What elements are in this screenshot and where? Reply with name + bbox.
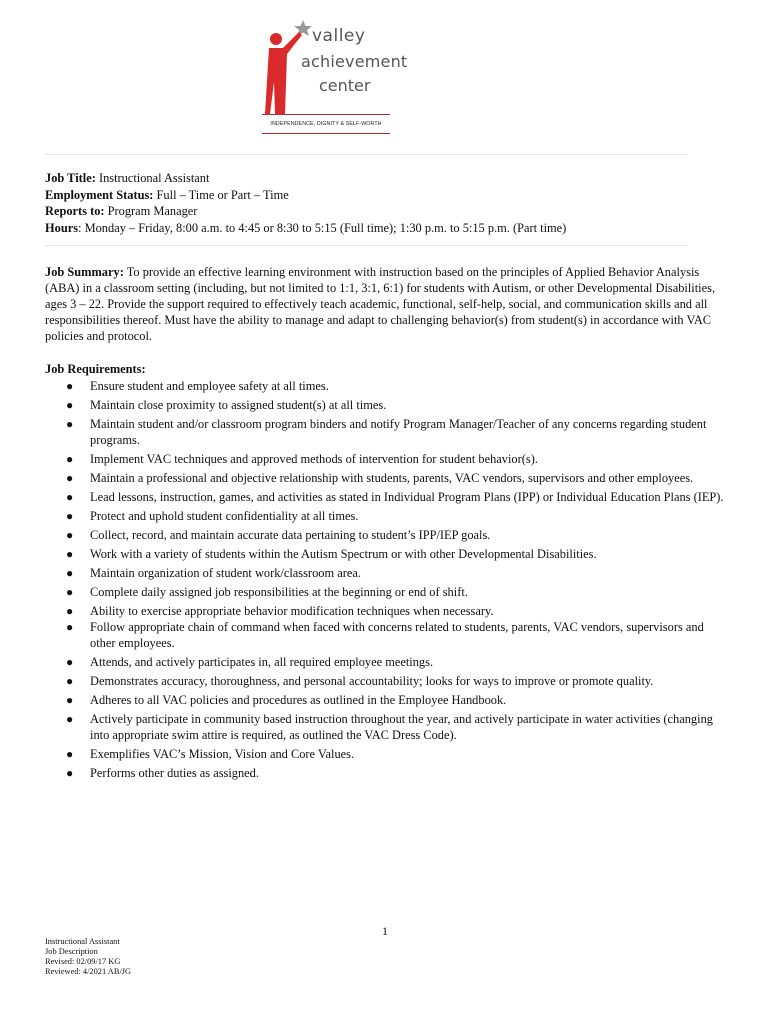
job-summary (45, 264, 720, 344)
bullet-icon: ● (66, 490, 74, 504)
list-item (0, 584, 730, 600)
reports-to-line (45, 203, 705, 220)
bullet-icon: ● (66, 547, 74, 561)
footer-line-reviewed: Reviewed: 4/2021 AB/JG (45, 967, 132, 976)
requirement-text: Exemplifies VAC’s Mission, Vision and Core Values. (90, 747, 355, 761)
list-item (0, 746, 730, 762)
bullet-icon: ● (66, 379, 74, 393)
bullet-icon: ● (66, 747, 74, 761)
list-item (0, 508, 730, 524)
job-summary-text: To provide an effective learning environment with instruction based on the principles of Applied Behavior Analysis (ABA) in a classroom setting (including, but not limited to 1:1, 3:1, 6:1) for students with Autism, or other Developmental Disabilities, ages 3 – 22. Provide the support required to effectively teach academic, functional, self-help, social, and communication skills and all responsibilities thereof. Must have the ability to manage and adapt to challenging behavior(s) from student(s) in accordance with VAC policies and protocol. (45, 265, 716, 343)
requirement-text: Attends, and actively participates in, all required employee meetings. (90, 655, 434, 669)
bullet-icon: ● (66, 693, 74, 707)
company-logo (255, 18, 408, 128)
list-item (0, 765, 730, 781)
requirement-text: Ensure student and employee safety at all times. (90, 379, 329, 393)
bullet-icon: ● (66, 655, 74, 669)
job-summary-label: Job Summary: (45, 265, 124, 279)
bullet-icon: ● (66, 712, 74, 726)
bullet-icon: ● (66, 766, 74, 780)
reports-to-label: Reports to: (45, 204, 105, 218)
requirement-text: Adheres to all VAC policies and procedures as outlined in the Employee Handbook. (90, 693, 507, 707)
requirement-text: Protect and uphold student confidentiality at all times. (90, 509, 359, 523)
logo-tagline: INDEPENDENCE, DIGNITY & SELF-WORTH (262, 114, 390, 134)
header-divider (45, 245, 688, 246)
bullet-icon: ● (66, 398, 74, 412)
employment-status-line (45, 187, 705, 204)
page-number: 1 (382, 924, 388, 938)
hours-label: Hours (45, 220, 79, 235)
requirement-text: Performs other duties as assigned. (90, 766, 259, 780)
list-item (0, 619, 730, 651)
job-requirements-list (0, 378, 760, 781)
list-item (0, 654, 730, 670)
footer-line-doctype: Job Description (45, 947, 98, 956)
footer-line-revised: Revised: 02/09/17 KG (45, 957, 121, 966)
job-title-value: Instructional Assistant (95, 171, 210, 185)
top-divider (45, 154, 688, 155)
document-footer (45, 937, 131, 977)
bullet-icon: ● (66, 471, 74, 485)
job-requirements-title: Job Requirements: (45, 362, 146, 376)
list-item (0, 527, 730, 543)
requirement-text: Work with a variety of students within the Autism Spectrum or with other Developmental Disabilities. (90, 547, 597, 561)
requirement-text: Demonstrates accuracy, thoroughness, and personal accountability; looks for ways to improve or promote quality. (90, 674, 654, 688)
list-item (0, 673, 730, 689)
requirement-text: Lead lessons, instruction, games, and activities as stated in Individual Program Plans (IPP) or Individual Education Plans (IEP). (90, 490, 724, 504)
employment-status-value: Full – Time or Part – Time (153, 187, 289, 202)
list-item (0, 546, 730, 562)
requirement-text: Complete daily assigned job responsibilities at the beginning or end of shift. (90, 585, 468, 599)
footer-line-title: Instructional Assistant (45, 937, 120, 946)
bullet-icon: ● (66, 566, 74, 580)
reports-to-value: Program Manager (104, 204, 198, 218)
hours-value: : Monday – Friday, 8:00 a.m. to 4:45 or 8:30 to 5:15 (Full time); 1:30 p.m. to 5:15 p.m. (Part time) (78, 220, 567, 235)
job-header (45, 170, 705, 236)
requirement-text: Implement VAC techniques and approved methods of intervention for student behavior(s). (90, 452, 538, 466)
list-item (0, 692, 730, 708)
requirement-text: Maintain a professional and objective relationship with students, parents, VAC vendors, supervisors and other employees. (90, 471, 694, 485)
bullet-icon: ● (66, 604, 74, 618)
list-item (0, 397, 730, 413)
bullet-icon: ● (66, 528, 74, 542)
list-item (0, 711, 730, 743)
requirement-text: Maintain close proximity to assigned student(s) at all times. (90, 398, 387, 412)
bullet-icon: ● (66, 452, 74, 466)
logo-word-achievement: achievement (301, 52, 408, 71)
requirement-text: Follow appropriate chain of command when faced with concerns related to students, parents, VAC vendors, supervisors and other employees. (90, 620, 704, 650)
list-item (0, 565, 730, 581)
employment-status-label: Employment Status: (45, 187, 154, 202)
list-item (0, 378, 730, 394)
list-item (0, 470, 730, 486)
logo-word-valley: valley (312, 26, 366, 46)
list-item (0, 603, 730, 619)
bullet-icon: ● (66, 417, 74, 431)
job-title-line (45, 170, 705, 187)
bullet-icon: ● (66, 585, 74, 599)
logo-word-center: center (319, 76, 371, 95)
bullet-icon: ● (66, 509, 74, 523)
requirement-text: Maintain organization of student work/classroom area. (90, 566, 361, 580)
bullet-icon: ● (66, 620, 74, 634)
job-title-label: Job Title: (45, 171, 96, 185)
list-item (0, 489, 730, 505)
requirement-text: Actively participate in community based instruction throughout the year, and actively participate in water activities (changing into appropriate swim attire is required, as outlined the VAC Dress Code). (90, 712, 713, 742)
list-item (0, 416, 730, 448)
hours-line (45, 220, 705, 237)
requirement-text: Ability to exercise appropriate behavior modification techniques when necessary. (90, 604, 494, 618)
requirement-text: Collect, record, and maintain accurate data pertaining to student’s IPP/IEP goals. (90, 528, 491, 542)
bullet-icon: ● (66, 674, 74, 688)
requirement-text: Maintain student and/or classroom program binders and notify Program Manager/Teacher of any concerns regarding student programs. (90, 417, 707, 447)
list-item (0, 451, 730, 467)
